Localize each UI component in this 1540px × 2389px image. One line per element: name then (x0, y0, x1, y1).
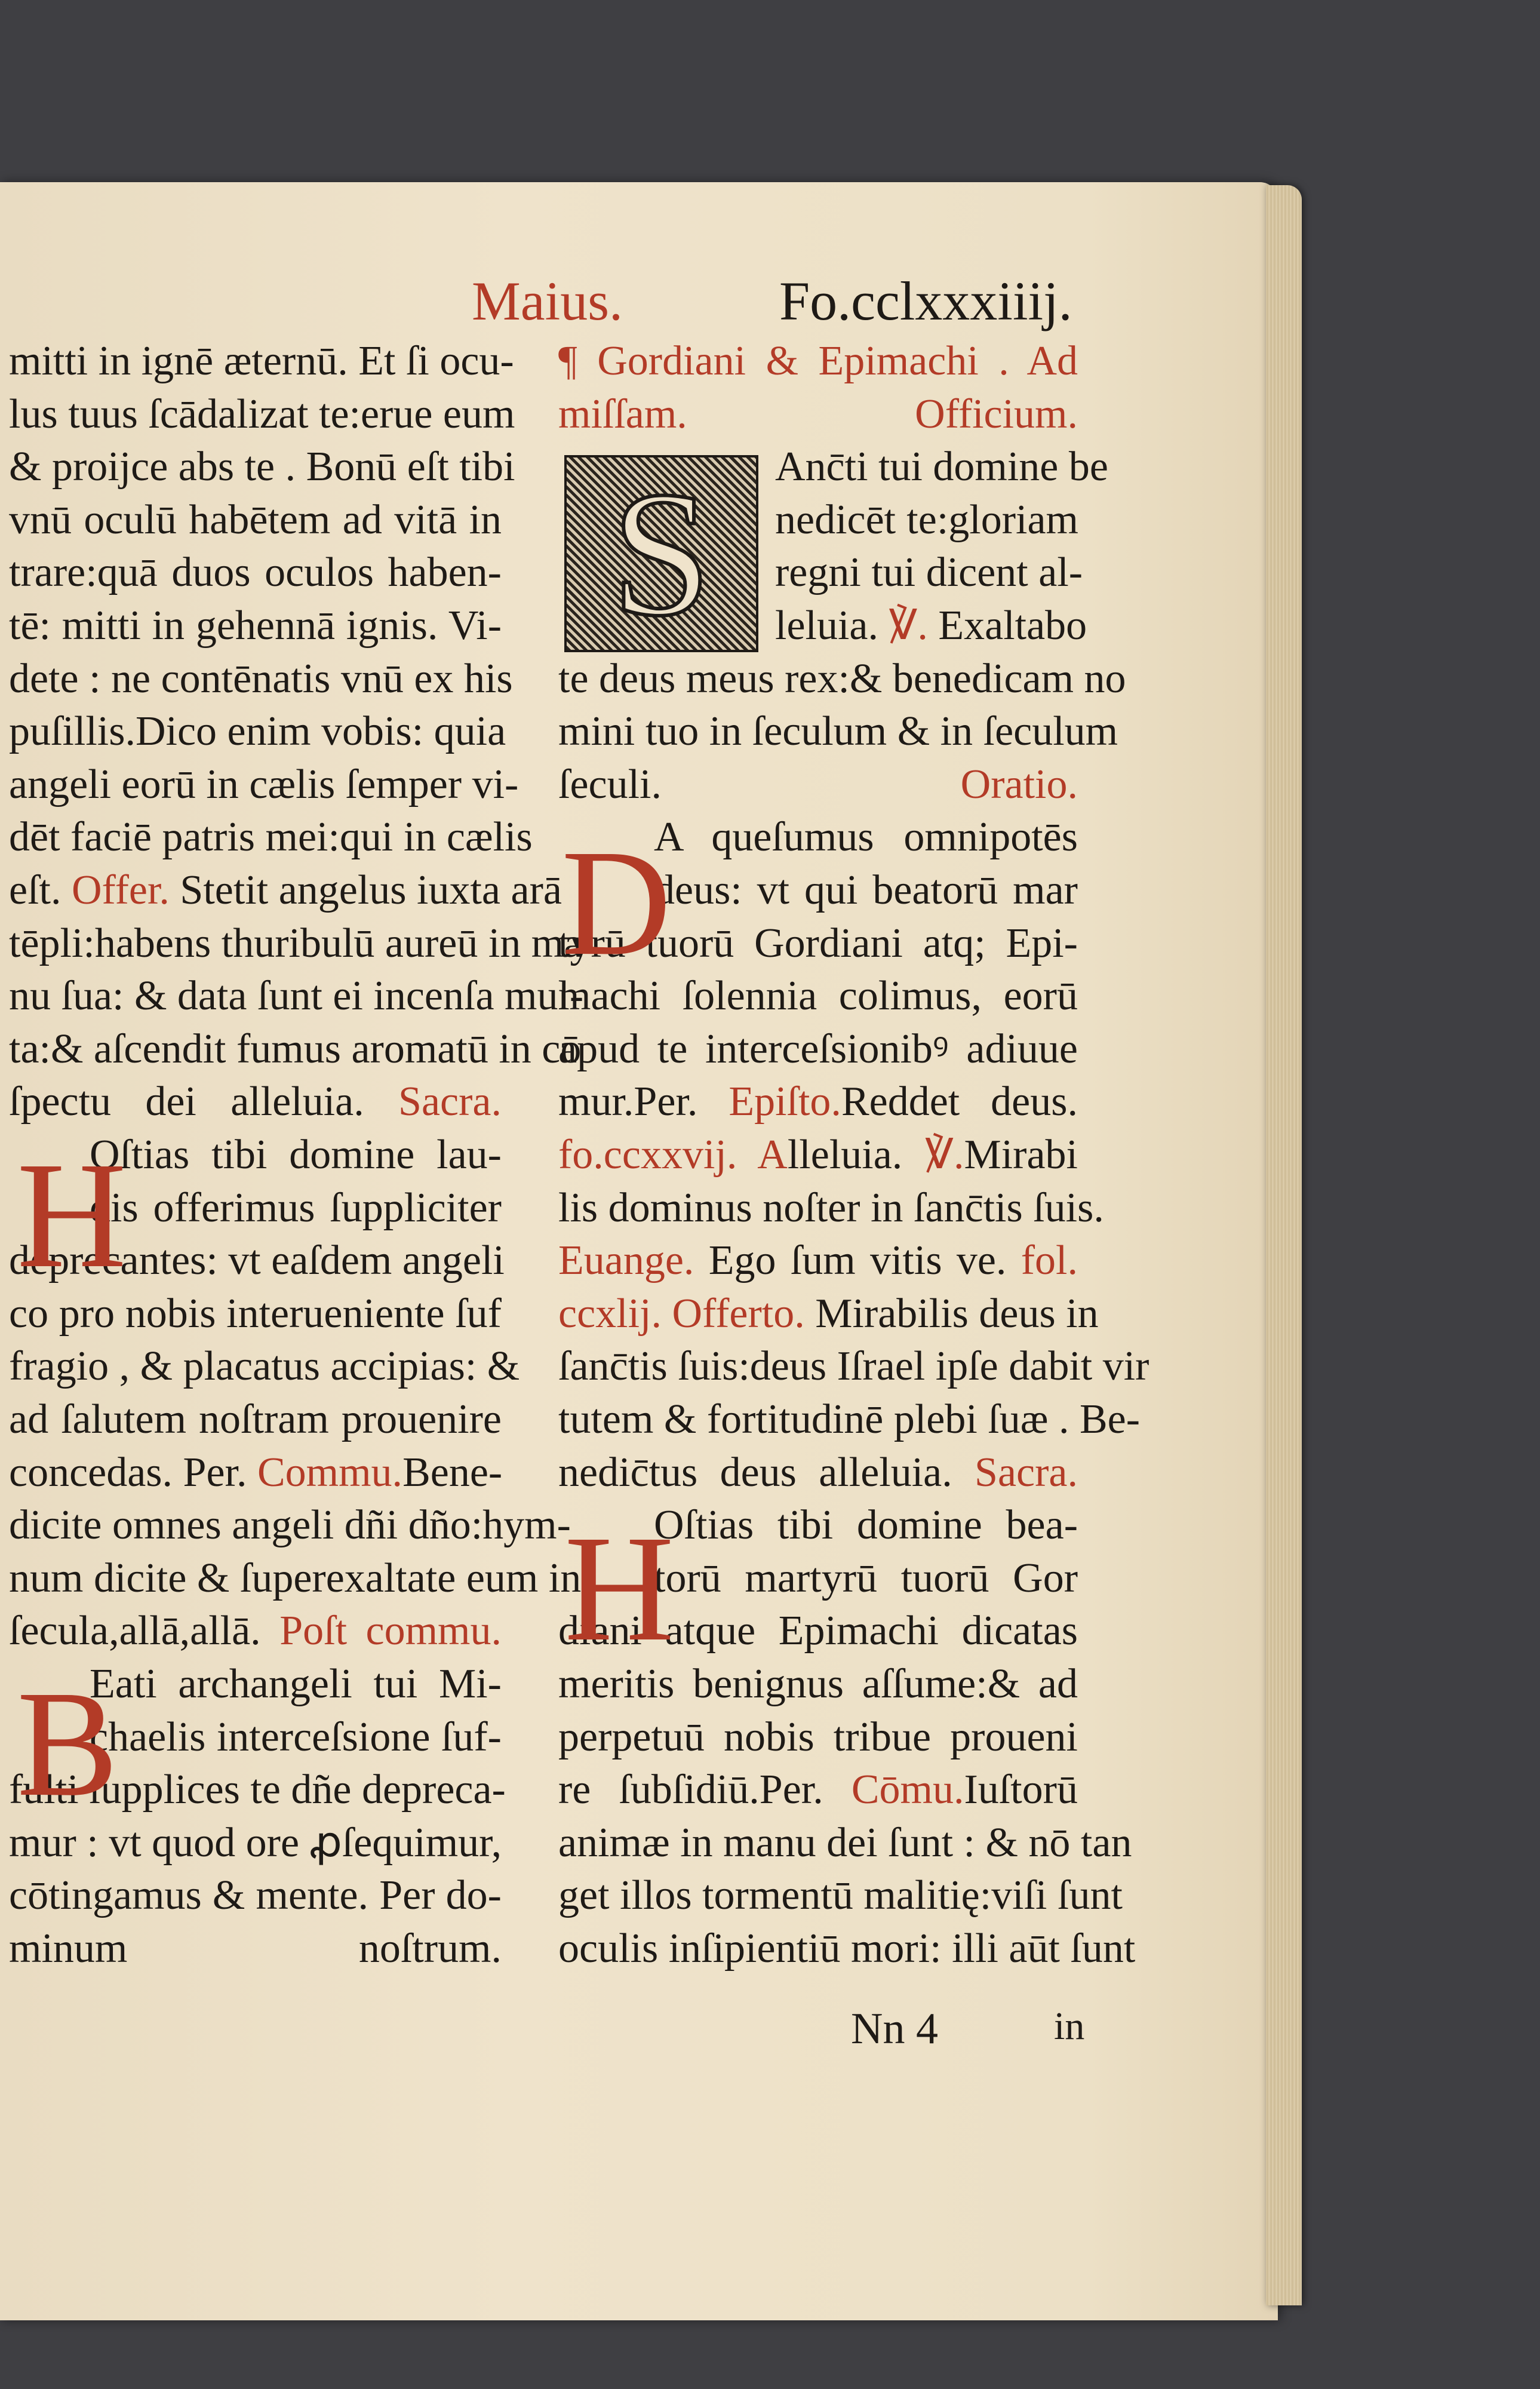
text-line (558, 1240, 1078, 1282)
rubric-text: miſſam. (558, 391, 687, 437)
text-span: Oſtias tibi domine lau- (90, 1132, 502, 1178)
text-line (558, 1926, 1136, 1972)
text-line (558, 1343, 1149, 1390)
text-span: ſpectu dei alleluia. (9, 1079, 399, 1125)
text-span: vnū oculū habētem ad vitā in (9, 496, 502, 543)
text-span: concedas. Per. (9, 1449, 257, 1496)
text-line (90, 1134, 502, 1176)
rubric-text: Epiſto. (728, 1079, 841, 1125)
text-span: Bene- (402, 1449, 503, 1496)
text-line (9, 1396, 502, 1442)
rubric-text: ℣. (925, 1132, 964, 1178)
text-span: minum noſtrum. (9, 1926, 502, 1972)
rubric-text: Offer. (71, 867, 170, 913)
text-line (9, 1610, 502, 1652)
text-span: trare:quā duos oculos haben- (9, 549, 502, 596)
text-line (9, 1502, 571, 1549)
text-line (9, 920, 583, 966)
text-span (687, 391, 915, 437)
initial-h-left: H (17, 1131, 127, 1300)
text-span: A queſumus omnipotēs (654, 814, 1078, 861)
text-span: dicite omnes angeli dñi dño:hym- (9, 1502, 571, 1549)
rubric-text: Cōmu. (851, 1767, 964, 1813)
text-span: mini tuo in ſeculum & in ſeculum (558, 708, 1118, 755)
text-line (90, 1184, 502, 1231)
text-span: perpetuū nobis tribue proueni (558, 1714, 1078, 1760)
text-span: fulti ſupplices te dñe depreca- (9, 1767, 506, 1813)
text-span: mitti in ignē æternū. Et ſi ocu- (9, 338, 514, 384)
text-span: re ſubſidiū.Per. (558, 1767, 852, 1813)
initial-h-right: H (564, 1504, 675, 1673)
text-line (558, 1449, 1078, 1496)
text-span: Stetit angelus iuxta arā (169, 867, 562, 913)
text-line (9, 1343, 520, 1390)
text-line (90, 1663, 502, 1705)
text-span: regni tui dicent al- (775, 549, 1083, 596)
text-line (558, 1819, 1132, 1866)
text-line (9, 867, 562, 913)
text-line (775, 549, 1083, 596)
text-span: te deus meus rex:& benedicam no (558, 655, 1126, 702)
signature-mark: Nn 4 (851, 2004, 938, 2053)
text-span: machi ſolennia colimus, eorū (558, 973, 1078, 1020)
text-span: puſillis.Dico enim vobis: quia (9, 708, 506, 755)
text-span: lus tuus ſcādalizat te:erue eum (9, 391, 515, 437)
text-span: torū martyrū tuorū Gor (654, 1555, 1078, 1601)
text-span: leluia. (775, 603, 889, 649)
text-span: cōtingamus & mente. Per do- (9, 1872, 502, 1919)
page-edge (1266, 185, 1302, 2305)
initial-d: D (561, 819, 672, 987)
text-span: ſanc̄tis ſuis:deus Iſrael ipſe dabit vir (558, 1343, 1149, 1390)
rubric-text: Poſt commu. (279, 1608, 502, 1654)
text-line (775, 444, 1108, 490)
text-line (558, 391, 1078, 437)
text-line (9, 1555, 582, 1601)
text-line (9, 708, 506, 755)
catchword: in (1054, 2004, 1085, 2048)
rubric-text: fol. (1020, 1238, 1078, 1284)
text-line (9, 1449, 503, 1496)
text-span: eſt. (9, 867, 72, 913)
text-line (558, 1184, 1104, 1231)
text-span: apud te interceſsionibꝰ adiuue (558, 1025, 1078, 1072)
text-span: Anc̄ti tui domine be (775, 444, 1108, 490)
rubric-text: Sacra. (398, 1079, 502, 1125)
text-line (9, 761, 519, 807)
text-line (654, 814, 1078, 861)
text-span: Iuſtorū (964, 1767, 1078, 1813)
woodcut-initial (564, 455, 758, 652)
text-span: chaelis interceſsione ſuf- (90, 1714, 502, 1760)
text-span: ad ſalutem noſtram prouenire (9, 1396, 502, 1442)
text-span: oculis inſipientiū mori: illi aūt ſunt (558, 1926, 1136, 1972)
text-line (654, 1555, 1078, 1601)
text-span: meritis benignus aſſume:& ad (558, 1661, 1078, 1707)
text-line (9, 1025, 582, 1072)
text-span: Mirabi (964, 1132, 1078, 1178)
text-line (558, 708, 1118, 755)
text-line (558, 340, 1078, 382)
text-span: deus: vt qui beatorū mar (654, 867, 1078, 913)
rubric-text: Offerto. (672, 1290, 805, 1337)
text-span: ſeculi. (558, 761, 961, 807)
text-line (558, 1081, 1078, 1123)
text-line (9, 338, 514, 384)
text-line (558, 1769, 1078, 1811)
text-span: animæ in manu dei ſunt : & nō tan (558, 1819, 1132, 1866)
text-span: tyrū tuorū Gordiani atq; Epi- (558, 920, 1078, 966)
rubric-text: A (757, 1132, 788, 1178)
text-span: num dicite & ſuperexaltate eum in (9, 1555, 582, 1601)
rubric-text: ccxlij. (558, 1290, 662, 1337)
rubric-text: Sacra. (975, 1449, 1078, 1496)
text-span: Exaltabo (927, 603, 1087, 649)
text-line (775, 496, 1078, 543)
text-line (9, 1081, 502, 1123)
text-span: diani atque Epimachi dicatas (558, 1608, 1078, 1654)
text-span: Oſtias tibi domine bea- (654, 1502, 1078, 1549)
folio-number: Fo.cclxxxiiij. (779, 271, 1072, 331)
running-head-month: Maius. (472, 271, 623, 331)
text-line (558, 1290, 1099, 1337)
text-span: nedicēt te:gloriam (775, 496, 1078, 543)
text-span: angeli eorū in cælis ſemper vi- (9, 761, 519, 807)
text-span: ſecula,allā,allā. (9, 1608, 280, 1654)
text-span (662, 1291, 672, 1337)
text-span: dete : ne contēnatis vnū ex his (9, 655, 513, 702)
text-line (558, 1872, 1123, 1919)
text-line (9, 391, 515, 437)
text-span: dis offerimus ſuppliciter (90, 1184, 502, 1231)
rubric-text: Officium. (915, 391, 1078, 437)
text-span: Eati archangeli tui Mi- (90, 1661, 502, 1707)
text-line (90, 1716, 502, 1758)
text-line (9, 605, 502, 647)
text-span: ta:& aſcendit fumus aromatū in cō (9, 1025, 582, 1072)
text-span: tutem & fortitudinē plebi ſuæ . Be- (558, 1396, 1141, 1442)
text-line (9, 655, 513, 702)
text-line (9, 1819, 502, 1866)
text-line (654, 867, 1078, 913)
rubric-text: ¶ Gordiani & Epimachi . Ad (558, 338, 1078, 384)
text-span: & proijce abs te . Bonū eſt tibi (9, 444, 515, 490)
text-line (558, 1025, 1078, 1072)
rubric-text: Euange. (558, 1238, 694, 1284)
text-span: Mirabilis deus in (804, 1290, 1099, 1337)
text-line (558, 655, 1126, 702)
text-span: lleluia. (787, 1132, 926, 1178)
rubric-text: ℣. (889, 603, 928, 649)
text-line (558, 1396, 1141, 1442)
text-line (775, 603, 1087, 649)
text-line (9, 496, 502, 543)
text-span: Reddet deus. (841, 1079, 1078, 1125)
text-line (558, 1716, 1078, 1758)
text-span: tēpli:habens thuribulū aureū in ma (9, 920, 583, 966)
woodcut-initial-s: S (611, 455, 711, 653)
text-line (558, 1134, 1078, 1176)
text-line (9, 1928, 502, 1970)
rubric-text: Commu. (257, 1449, 403, 1496)
initial-b: B (17, 1660, 119, 1828)
text-span: tē: mitti in gehennā ignis. Vi- (9, 603, 502, 649)
text-line (9, 973, 584, 1020)
text-span: lis dominus noſter in ſanc̄tis ſuis. (558, 1184, 1104, 1231)
text-span: mur : vt quod ore ꝓſequimur, (9, 1819, 502, 1866)
text-span: mur.Per. (558, 1079, 729, 1125)
rubric-text: Oratio. (960, 761, 1078, 807)
text-line (9, 814, 533, 861)
text-span (737, 1132, 757, 1178)
text-span: Ego ſum vitis ve. (694, 1238, 1021, 1284)
text-line (9, 549, 502, 596)
text-line (558, 761, 1078, 807)
text-span: nu ſua: & data ſunt ei incenſa mul- (9, 973, 584, 1020)
text-span: dēt faciē patris mei:qui in cælis (9, 814, 533, 861)
text-line (9, 444, 515, 490)
text-span: nedic̄tus deus alleluia. (558, 1449, 975, 1496)
text-line (9, 1872, 502, 1919)
text-span: get illos tormentū malitię:viſi ſunt (558, 1872, 1123, 1919)
text-span: fragio , & placatus accipias: & (9, 1343, 520, 1390)
rubric-text: fo.ccxxvij. (558, 1132, 737, 1178)
text-span: co pro nobis interueniente ſuf (9, 1290, 502, 1337)
text-line (654, 1502, 1078, 1549)
text-span: deprecantes: vt eaſdem angeli (9, 1238, 505, 1284)
